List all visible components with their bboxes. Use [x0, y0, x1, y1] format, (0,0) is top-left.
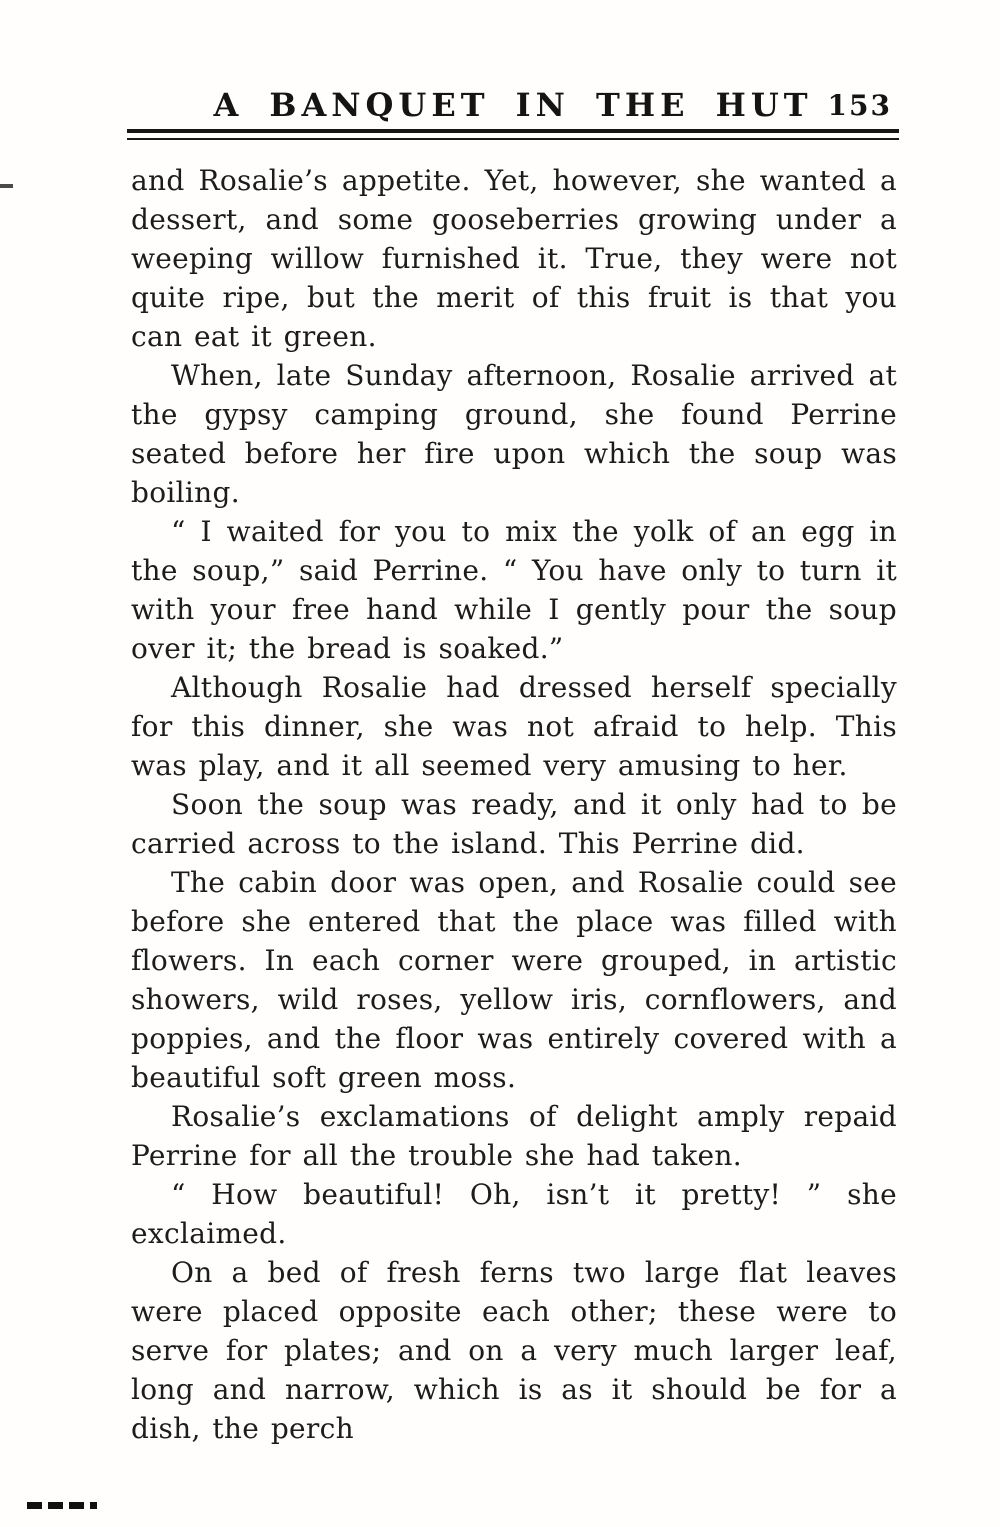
paragraph: Soon the soup was ready, and it only had to be carried across to the island. This Perrine did. — [131, 788, 897, 860]
paragraph: The cabin door was open, and Rosalie could see before she entered that the place was filled with flowers. In each corner were grouped, in artistic showers, wild roses, yellow iris, cornflowers, and poppies, and the floor was entirely covered with a beautiful soft green moss. — [131, 866, 897, 1094]
chapter-title: A BANQUET IN THE HUT — [213, 86, 813, 124]
paragraph: When, late Sunday afternoon, Rosalie arrived at the gypsy camping ground, she found Perrine seated before her fire upon which the soup was boiling. — [131, 359, 897, 509]
page-number: 153 — [827, 89, 892, 122]
body-text — [131, 161, 897, 1448]
header-double-rule — [127, 129, 899, 140]
paragraph: Rosalie’s exclamations of delight amply repaid Perrine for all the trouble she had taken. — [131, 1100, 897, 1172]
paragraph: “ I waited for you to mix the yolk of an egg in the soup,” said Perrine. “ You have only to turn it with your free hand while I gently pour the soup over it; the bread is soaked.” — [131, 515, 897, 665]
paragraph: On a bed of fresh ferns two large flat leaves were placed opposite each other; these were to serve for plates; and on a very much larger leaf, long and narrow, which is as it should be for a dish, the perch — [131, 1256, 897, 1445]
paragraph: Although Rosalie had dressed herself specially for this dinner, she was not afraid to help. This was play, and it all seemed very amusing to her. — [131, 671, 897, 782]
scan-artifact — [27, 1502, 97, 1509]
paragraph: and Rosalie’s appetite. Yet, however, she wanted a dessert, and some gooseberries growing under a weeping willow furnished it. True, they were not quite ripe, but the merit of this fruit is that you can eat it green. — [131, 164, 897, 353]
running-head — [128, 86, 898, 130]
scan-artifact — [0, 184, 13, 188]
paragraph: “ How beautiful! Oh, isn’t it pretty! ” she exclaimed. — [131, 1178, 897, 1250]
